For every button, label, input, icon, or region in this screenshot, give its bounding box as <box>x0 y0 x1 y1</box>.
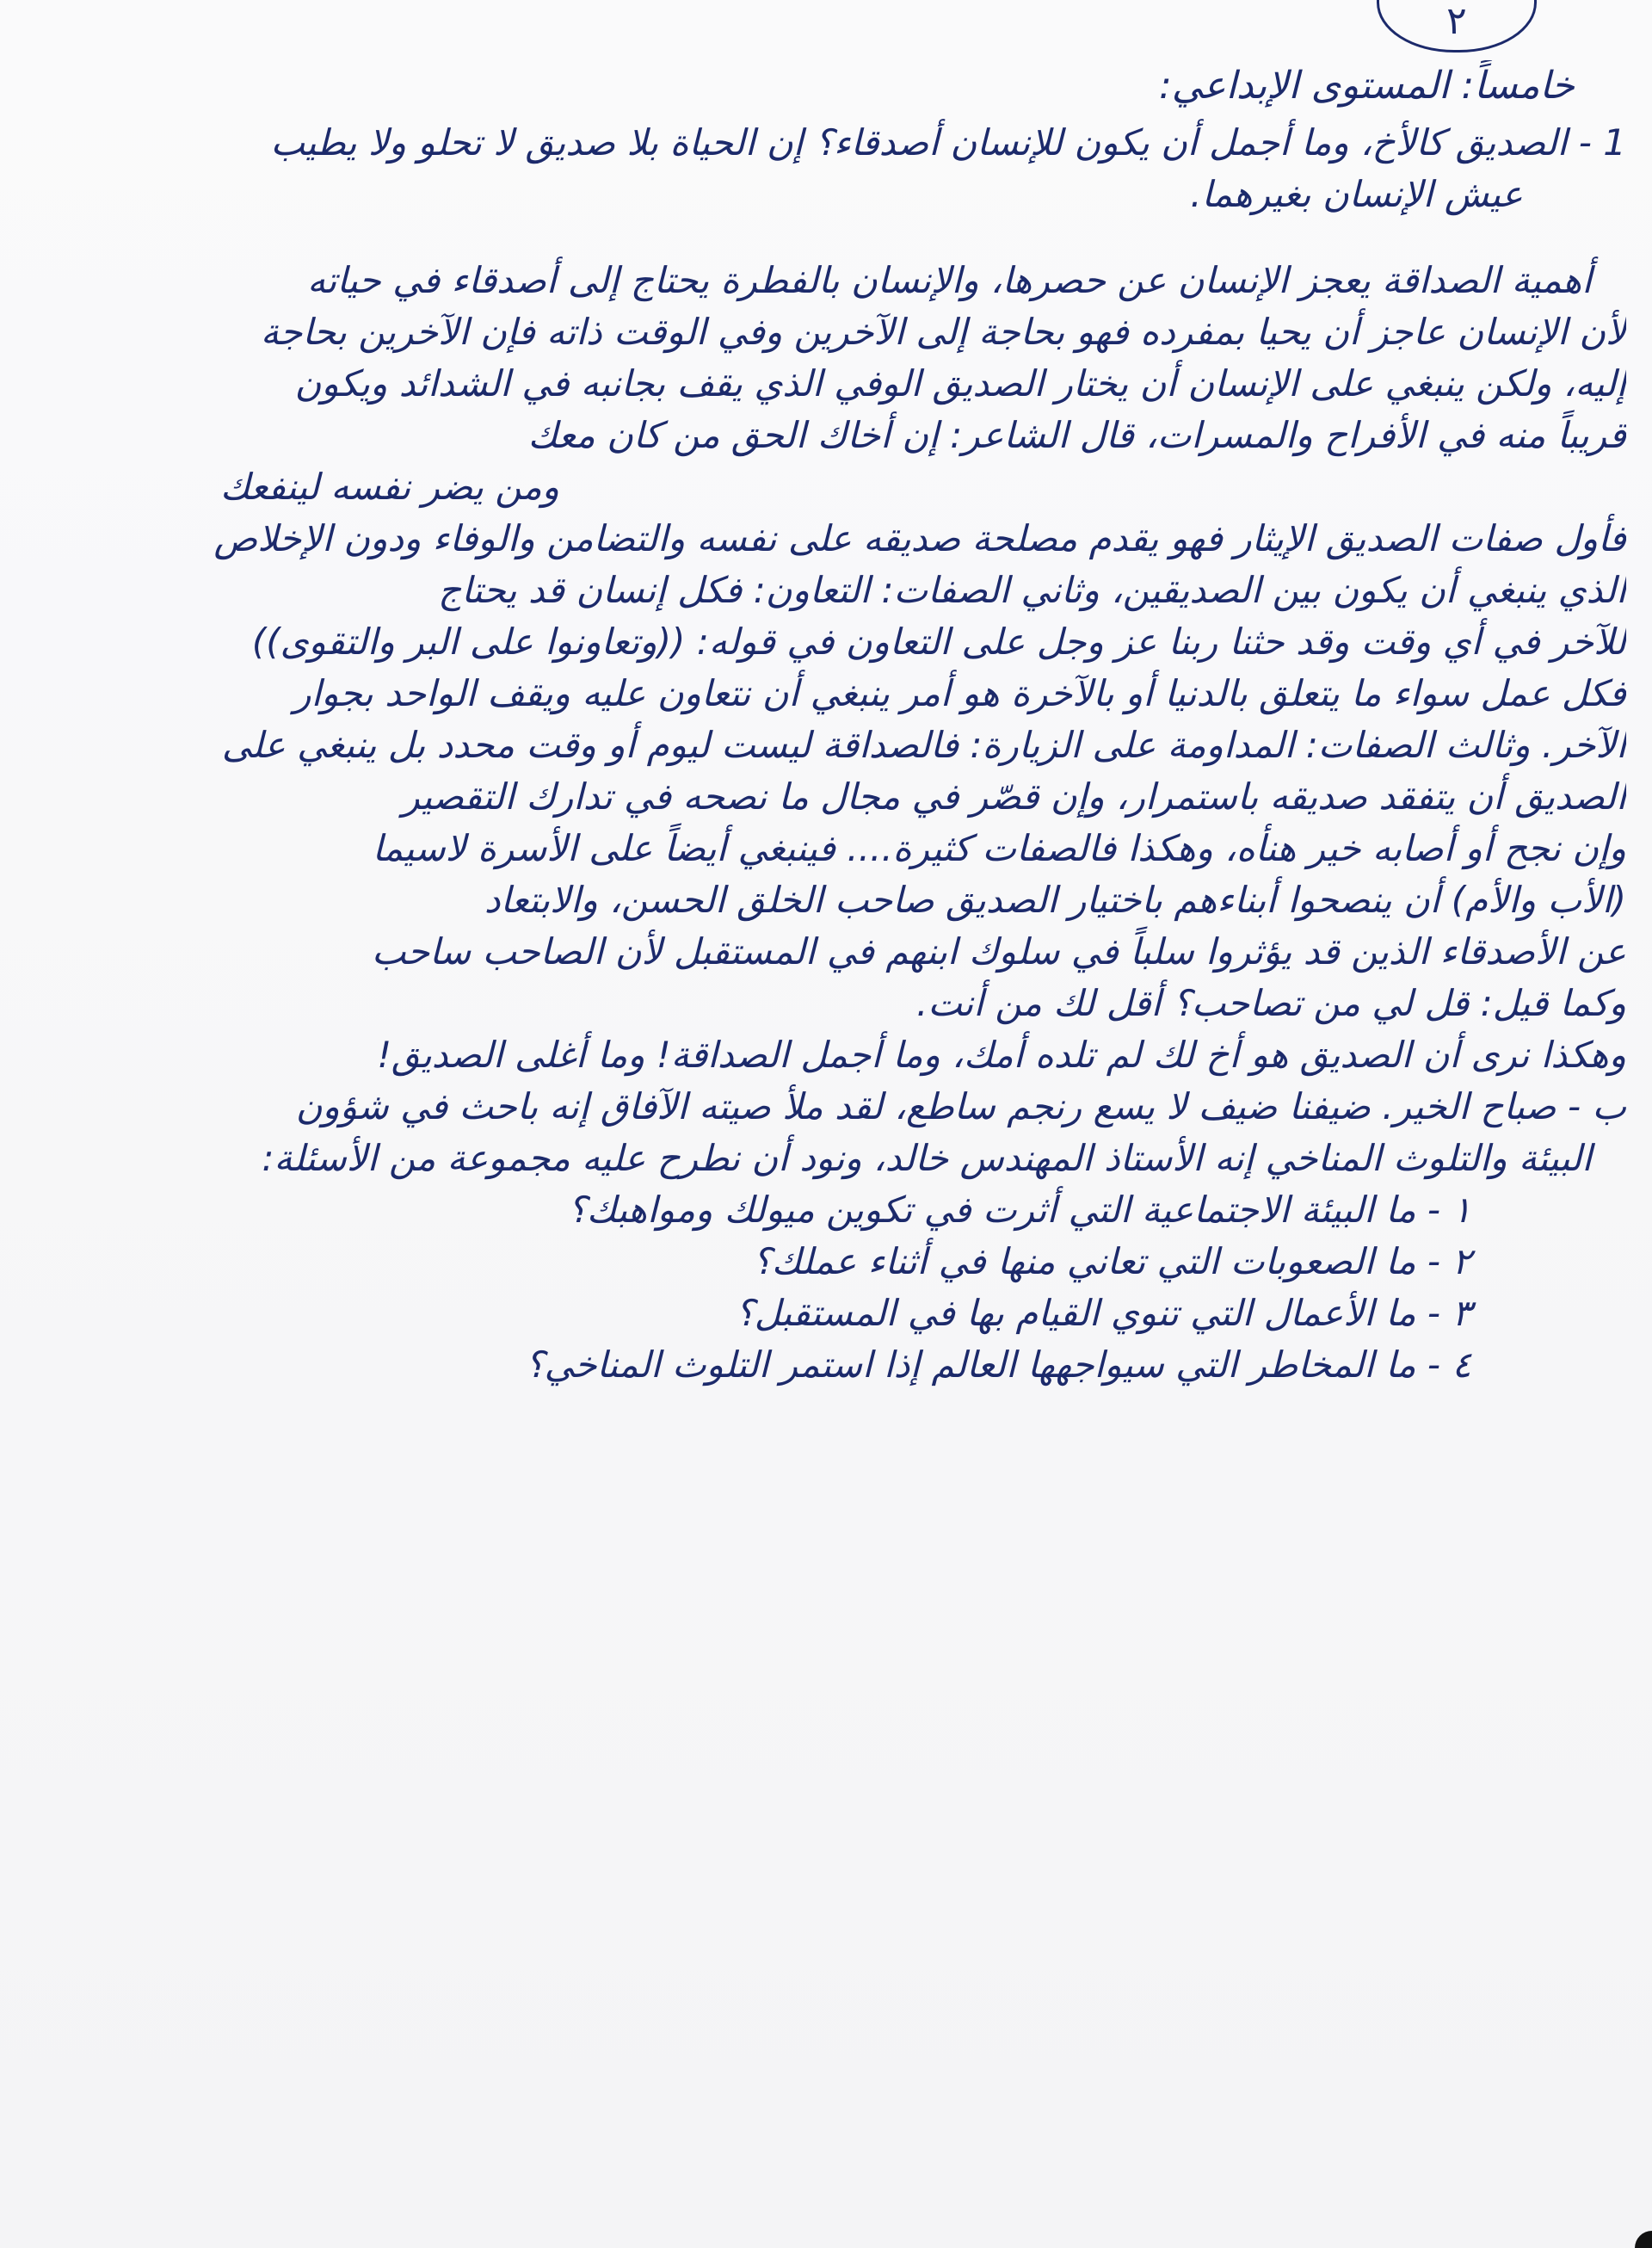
text-line: وكما قيل: قل لي من تصاحب؟ أقل لك من أنت. <box>916 982 1626 1024</box>
text-line: (الأب والأم) أن ينصحوا أبناءهم باختيار الصديق صاحب الخلق الحسن، والابتعاد <box>484 879 1626 921</box>
text-line: الآخر. وثالث الصفات: المداومة على الزيارة: فالصداقة ليست ليوم أو وقت محدد بل ينبغي على <box>221 724 1626 766</box>
qualities-paragraph <box>17 513 1626 1081</box>
interview-section <box>17 1081 1626 1391</box>
text-line: للآخر في أي وقت وقد حثنا ربنا عز وجل على التعاون في قوله: ((وتعاونوا على البر والتقوى)) <box>251 621 1626 663</box>
text-line: أهمية الصداقة يعجز الإنسان عن حصرها، والإنسان بالفطرة يحتاج إلى أصدقاء في حياته <box>307 259 1592 301</box>
question-item: ٤ - ما المخاطر التي سيواجهها العالم إذا استمر التلوث المناخي؟ <box>525 1343 1471 1386</box>
text-line: فأول صفات الصديق الإيثار فهو يقدم مصلحة صديقه على نفسه والتضامن والوفاء ودون الإخلاص <box>213 517 1626 559</box>
text-line: لأن الإنسان عاجز أن يحيا بمفرده فهو بحاجة إلى الآخرين وفي الوقت ذاته فإن الآخرين بحاجة <box>260 311 1626 353</box>
section-title: خامساً: المستوى الإبداعي: <box>1158 64 1575 108</box>
text-line: عيش الإنسان بغيرهما. <box>1190 173 1523 215</box>
page-number: ٢ <box>1446 0 1467 43</box>
text-line: وهكذا نرى أن الصديق هو أخ لك لم تلده أمك، وما أجمل الصداقة! وما أغلى الصديق! <box>377 1034 1626 1076</box>
handwritten-document <box>17 60 1626 1391</box>
text-line: الصديق أن يتفقد صديقه باستمرار، وإن قصّر في مجال ما نصحه في تدارك التقصير <box>402 775 1626 818</box>
question-item: ١ - ما البيئة الاجتماعية التي أثرت في تكوين ميولك ومواهبك؟ <box>567 1189 1471 1231</box>
question-item: ٣ - ما الأعمال التي تنوي القيام بها في المستقبل؟ <box>735 1292 1471 1334</box>
text-line: الذي ينبغي أن يكون بين الصديقين، وثاني الصفات: التعاون: فكل إنسان قد يحتاج <box>438 569 1626 611</box>
text-line: إليه، ولكن ينبغي على الإنسان أن يختار الصديق الوفي الذي يقف بجانبه في الشدائد ويكون <box>294 362 1626 405</box>
poem-line: ومن يضر نفسه لينفعك <box>219 466 559 508</box>
text-line: وإن نجح أو أصابه خير هنأه، وهكذا فالصفات كثيرة.... فينبغي أيضاً على الأسرة لاسيما <box>372 827 1626 869</box>
importance-paragraph <box>17 255 1626 513</box>
text-line: قريباً منه في الأفراح والمسرات، قال الشاعر: إن أخاك الحق من كان معك <box>527 414 1626 456</box>
text-line: البيئة والتلوث المناخي إنه الأستاذ المهندس خالد، ونود أن نطرح عليه مجموعة من الأسئلة: <box>262 1137 1592 1179</box>
section-intro-paragraph <box>17 117 1626 220</box>
text-line: عن الأصدقاء الذين قد يؤثروا سلباً في سلوك ابنهم في المستقبل لأن الصاحب ساحب <box>371 930 1626 973</box>
text-line: 1 - الصديق كالأخ، وما أجمل أن يكون للإنسان أصدقاء؟ إن الحياة بلا صديق لا تحلو ولا يطيب <box>270 121 1626 164</box>
text-line: فكل عمل سواء ما يتعلق بالدنيا أو بالآخرة هو أمر ينبغي أن نتعاون عليه ويقف الواحد بجوار <box>293 672 1626 714</box>
text-line: ب - صباح الخير. ضيفنا ضيف لا يسع رنجم ساطع، لقد ملأ صيته الآفاق إنه باحث في شؤون <box>295 1085 1626 1127</box>
page-corner <box>1635 2231 1652 2248</box>
page-number-circle <box>1377 0 1537 52</box>
question-item: ٢ - ما الصعوبات التي تعاني منها في أثناء عملك؟ <box>752 1240 1471 1282</box>
